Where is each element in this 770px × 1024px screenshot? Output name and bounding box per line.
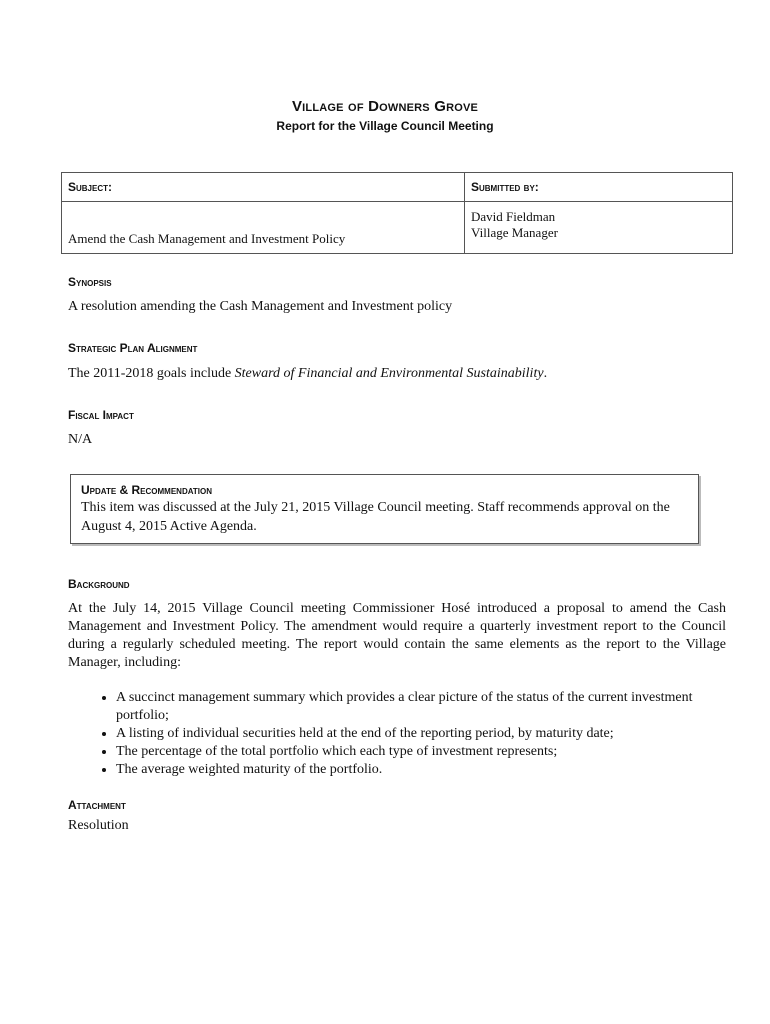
- fiscal-heading: Fiscal Impact: [68, 408, 134, 422]
- list-item: • The average weighted maturity of the portfolio.: [116, 761, 696, 779]
- recommendation-heading: Update & Recommendation: [81, 483, 213, 497]
- strategic-text-prefix: The 2011-2018 goals include: [68, 366, 235, 381]
- list-item: • A listing of individual securities held at the end of the reporting period, by maturity date;: [116, 725, 696, 743]
- subject-table: [61, 172, 733, 254]
- strategic-text-suffix: .: [543, 366, 548, 381]
- strategic-heading: Strategic Plan Alignment: [68, 341, 198, 355]
- attachment-text: Resolution: [68, 818, 129, 833]
- subject-value: Amend the Cash Management and Investment Policy: [68, 231, 346, 246]
- subject-header-cell: [62, 173, 465, 202]
- synopsis-text: A resolution amending the Cash Management and Investment policy: [68, 299, 453, 314]
- subject-value-cell: [62, 202, 465, 254]
- submitted-title: Village Manager: [471, 225, 558, 240]
- recommendation-text: This item was discussed at the July 21, 2015 Village Council meeting. Staff recommends approval on the August 4, 2015 Active Agenda.: [81, 500, 670, 534]
- strategic-text-italic: Steward of Financial and Environmental Sustainability: [234, 366, 544, 381]
- page-subtitle: Report for the Village Council Meeting: [276, 119, 494, 133]
- attachment-heading: Attachment: [68, 798, 126, 812]
- page-title: Village of Downers Grove: [291, 98, 479, 115]
- submitted-by-label: Submitted by:: [471, 180, 539, 194]
- background-text: At the July 14, 2015 Village Council meeting Commissioner Hosé introduced a proposal to amend the Cash Management and Investment Policy. The amendment would require a quarterly investment report to the Council during a regularly scheduled meeting. The report would contain the same elements as the report to the Village Manager, including:: [68, 601, 726, 670]
- list-item: • A succinct management summary which provides a clear picture of the status of the current investment portfolio;: [116, 689, 696, 725]
- recommendation-box: [70, 474, 699, 544]
- list-item: • The percentage of the total portfolio which each type of investment represents;: [116, 743, 696, 761]
- fiscal-text: N/A: [68, 432, 93, 447]
- background-bullet-list: [100, 689, 696, 779]
- submitted-header-cell: [465, 173, 733, 202]
- submitted-value-cell: [465, 202, 733, 254]
- subject-label: Subject:: [68, 180, 113, 194]
- synopsis-heading: Synopsis: [68, 275, 112, 289]
- submitted-name: David Fieldman: [471, 209, 556, 224]
- background-heading: Background: [68, 577, 130, 591]
- strategic-text: [68, 365, 547, 383]
